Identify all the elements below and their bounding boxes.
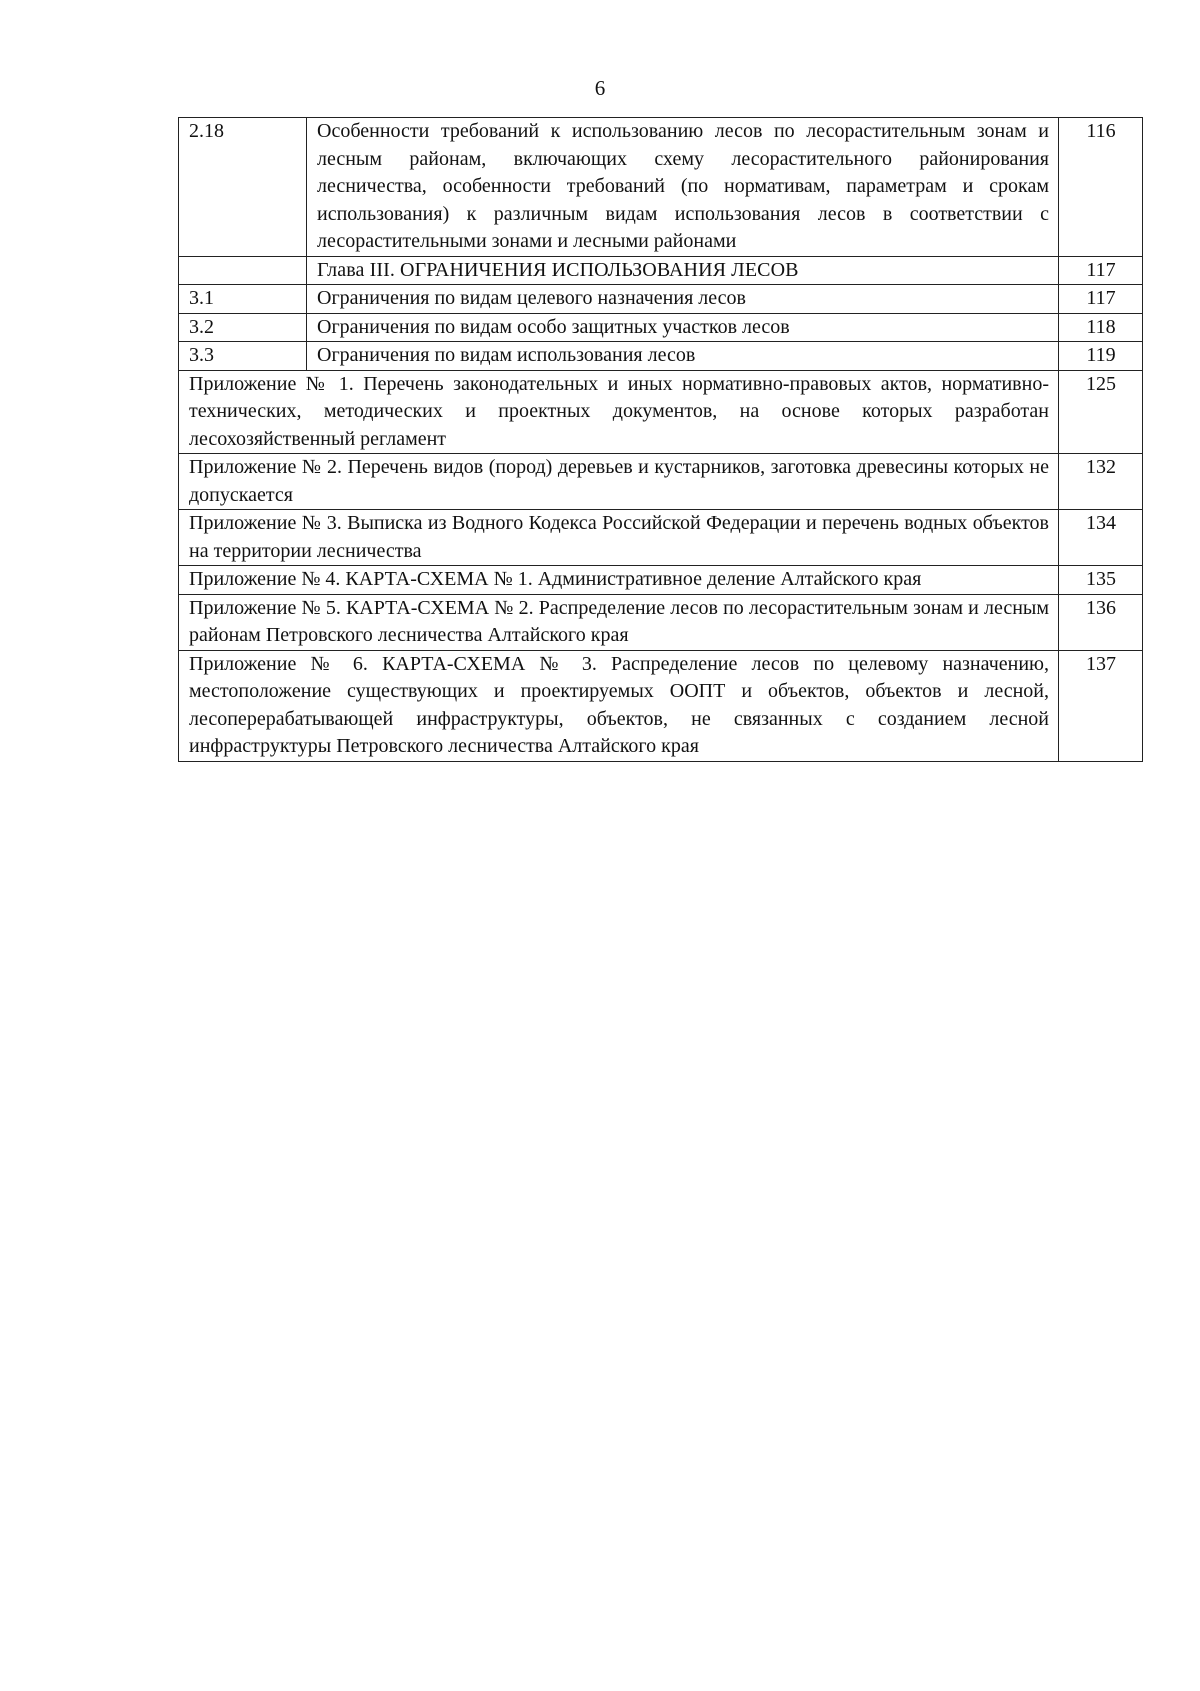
table-of-contents	[178, 117, 1143, 762]
toc-row-appendix-2	[179, 454, 1143, 510]
page-ref: 119	[1059, 342, 1143, 371]
toc-row-appendix-4	[179, 566, 1143, 595]
toc-row-appendix-6	[179, 650, 1143, 761]
section-number: 3.3	[179, 342, 307, 371]
toc-row-appendix-5	[179, 594, 1143, 650]
section-number: 3.2	[179, 313, 307, 342]
page-ref: 117	[1059, 285, 1143, 314]
section-number	[179, 256, 307, 285]
page-ref: 116	[1059, 118, 1143, 257]
toc-row-3-1	[179, 285, 1143, 314]
appendix-title: Приложение № 1. Перечень законодательных и иных нормативно-правовых актов, нормативно-технических, методических и проектных документов, на основе которых разработан лесохозяйственный регламент	[179, 370, 1059, 454]
page-ref: 136	[1059, 594, 1143, 650]
section-number: 3.1	[179, 285, 307, 314]
page-ref: 132	[1059, 454, 1143, 510]
toc-row-appendix-3	[179, 510, 1143, 566]
page-ref: 137	[1059, 650, 1143, 761]
section-number: 2.18	[179, 118, 307, 257]
section-title: Ограничения по видам использования лесов	[307, 342, 1059, 371]
page-ref: 135	[1059, 566, 1143, 595]
appendix-title: Приложение № 5. КАРТА-СХЕМА № 2. Распределение лесов по лесорастительным зонам и лесным районам Петровского лесничества Алтайского края	[179, 594, 1059, 650]
appendix-title: Приложение № 2. Перечень видов (пород) деревьев и кустарников, заготовка древесины которых не допускается	[179, 454, 1059, 510]
toc-row-chapter-3	[179, 256, 1143, 285]
page-ref: 117	[1059, 256, 1143, 285]
toc-row-appendix-1	[179, 370, 1143, 454]
appendix-title: Приложение № 3. Выписка из Водного Кодекса Российской Федерации и перечень водных объектов на территории лесничества	[179, 510, 1059, 566]
toc-row-3-3	[179, 342, 1143, 371]
page-ref: 118	[1059, 313, 1143, 342]
section-title: Ограничения по видам целевого назначения лесов	[307, 285, 1059, 314]
toc-row-3-2	[179, 313, 1143, 342]
chapter-title: Глава III. ОГРАНИЧЕНИЯ ИСПОЛЬЗОВАНИЯ ЛЕСОВ	[307, 256, 1059, 285]
page-ref: 125	[1059, 370, 1143, 454]
appendix-title: Приложение № 6. КАРТА-СХЕМА № 3. Распределение лесов по целевому назначению, местоположение существующих и проектируемых ООПТ и объектов, объектов и лесной, лесоперерабатывающей инфраструктуры, объектов, не связанных с созданием лесной инфраструктуры Петровского лесничества Алтайского края	[179, 650, 1059, 761]
section-title: Ограничения по видам особо защитных участков лесов	[307, 313, 1059, 342]
toc-row-2-18	[179, 118, 1143, 257]
page-ref: 134	[1059, 510, 1143, 566]
page-number: 6	[594, 76, 606, 100]
section-title: Особенности требований к использованию лесов по лесорастительным зонам и лесным районам, включающих схему лесорастительного районирования лесничества, особенности требований (по нормативам, параметрам и срокам использования) к различным видам использования лесов в соответствии с лесорастительными зонами и лесными районами	[307, 118, 1059, 257]
appendix-title: Приложение № 4. КАРТА-СХЕМА № 1. Административное деление Алтайского края	[179, 566, 1059, 595]
